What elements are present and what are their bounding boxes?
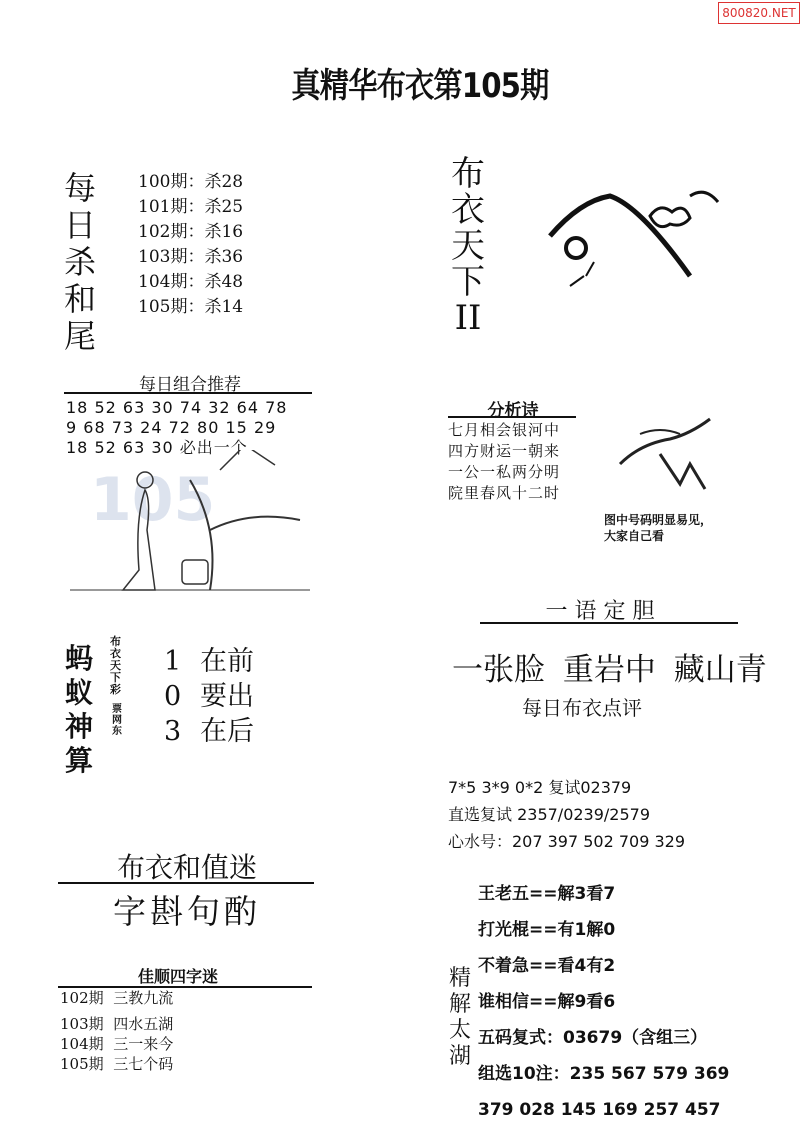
ant-heading-char: 蚂 — [64, 642, 93, 675]
four-char-period: 104期 — [60, 1035, 104, 1053]
combo-rows — [66, 398, 287, 458]
ant-row — [164, 679, 254, 714]
four-char-period: 103期 — [60, 1015, 104, 1033]
combo-row: 18 52 63 30 74 32 64 78 — [66, 398, 288, 417]
poem-lines — [448, 420, 560, 504]
taihu-lines — [478, 876, 729, 1128]
four-char-rows — [60, 988, 173, 1074]
yiyu-rule — [480, 622, 738, 624]
taihu-line: 组选10注：235 567 579 369 — [478, 1064, 730, 1084]
poem-line: 一公一私两分明 — [448, 463, 561, 481]
riddle-text: 字斟句酌 — [113, 892, 261, 931]
buyi-char: 下 — [451, 262, 485, 302]
combo-heading: 每日组合推荐 — [139, 375, 241, 395]
kill-heading — [62, 170, 98, 355]
poem-caption-line: 图中号码明显易见， — [604, 513, 713, 527]
ant-heading-char: 算 — [64, 744, 93, 777]
site-watermark: 800820.NET — [718, 2, 800, 24]
poem-rule — [448, 416, 576, 418]
combo-row: 9 68 73 24 72 80 15 29 — [66, 418, 277, 437]
page-title: 真精华布衣第105期 — [291, 66, 549, 106]
riddle-heading: 布衣和值迷 — [116, 851, 257, 884]
ant-side-text-2: 票网东 — [112, 704, 122, 737]
lady-tree-illustration — [70, 450, 310, 600]
four-char-text: 三一来今 — [113, 1035, 174, 1053]
four-char-text: 三七个码 — [113, 1055, 174, 1073]
yiyu-sub: 每日布衣点评 — [522, 696, 642, 720]
pick-line: 7*5 3*9 0*2 复试02379 — [448, 778, 632, 797]
kill-heading-char: 和 — [63, 280, 96, 318]
ant-heading-char: 蚁 — [64, 676, 93, 709]
poem-caption-line: 大家自己看 — [604, 529, 665, 543]
ant-row — [164, 714, 254, 749]
ant-label: 要出 — [200, 681, 254, 712]
ant-num: 1 — [164, 646, 182, 677]
ant-label: 在后 — [200, 716, 254, 747]
kill-list — [138, 170, 243, 320]
taihu-line: 不着急==看4有2 — [478, 956, 616, 976]
four-char-row — [60, 1014, 173, 1034]
ant-label: 在前 — [200, 646, 254, 677]
kill-heading-char: 日 — [63, 206, 96, 244]
buyi-tianxia-heading — [450, 156, 486, 336]
taihu-line: 谁相信==解9看6 — [478, 992, 616, 1012]
ant-num: 3 — [164, 716, 182, 747]
poem-line: 七月相会银河中 — [448, 421, 561, 439]
poem-caption — [604, 512, 712, 544]
picks — [448, 774, 685, 855]
kill-row: 101期：杀25 — [138, 197, 244, 217]
four-char-row — [60, 1034, 173, 1054]
buyi-char: 布 — [451, 154, 485, 194]
four-char-text: 三教九流 — [113, 989, 174, 1007]
yiyu-heading: 一 语 定 胆 — [545, 599, 655, 624]
mountain-sketch-image — [540, 176, 750, 306]
taihu-heading-char: 精 — [448, 966, 471, 991]
kill-heading-char: 杀 — [63, 243, 96, 281]
buyi-char: 天 — [451, 226, 485, 266]
taihu-heading-char: 太 — [448, 1018, 471, 1043]
kill-row: 102期：杀16 — [138, 222, 244, 242]
taihu-heading — [446, 966, 474, 1070]
ant-heading-char: 神 — [64, 710, 93, 743]
kill-row: 105期：杀14 — [138, 297, 244, 317]
poem-sketch-image — [610, 404, 740, 504]
buyi-char: 衣 — [451, 190, 485, 230]
kill-row: 100期：杀28 — [138, 172, 244, 192]
kill-heading-char: 每 — [63, 169, 96, 207]
four-char-period: 102期 — [60, 989, 104, 1007]
kill-heading-char: 尾 — [63, 317, 96, 355]
svg-text:105: 105 — [90, 465, 216, 535]
ant-side-text-1: 布衣天下彩 — [110, 635, 121, 696]
four-char-period: 105期 — [60, 1055, 104, 1073]
ant-heading — [62, 642, 96, 778]
ant-num: 0 — [164, 681, 182, 712]
poem-line: 院里春风十二时 — [448, 484, 561, 502]
pick-line: 直选复试 2357/0239/2579 — [448, 805, 651, 824]
yiyu-text: 一张脸 重岩中 藏山青 — [452, 652, 767, 688]
four-char-heading: 佳顺四字迷 — [137, 967, 218, 986]
taihu-heading-char: 湖 — [448, 1044, 471, 1069]
ant-row — [164, 644, 254, 679]
four-char-row — [60, 1054, 173, 1074]
ant-rows — [164, 644, 254, 749]
taihu-line: 打光棍==有1解0 — [478, 920, 616, 940]
poem-heading: 分析诗 — [487, 401, 539, 421]
combo-rule — [64, 392, 312, 394]
taihu-line: 五码复式：03679（含组三） — [478, 1028, 708, 1048]
combo-row: 18 52 63 30 必出一个 — [66, 438, 248, 457]
kill-row: 103期：杀36 — [138, 247, 244, 267]
riddle-rule — [58, 882, 314, 884]
taihu-heading-char: 解 — [448, 992, 471, 1017]
kill-row: 104期：杀48 — [138, 272, 244, 292]
buyi-char: II — [454, 298, 482, 338]
poem-line: 四方财运一朝来 — [448, 442, 561, 460]
taihu-line: 379 028 145 169 257 457 — [478, 1100, 721, 1120]
four-char-text: 四水五湖 — [113, 1015, 174, 1033]
pick-line: 心水号：207 397 502 709 329 — [448, 832, 686, 851]
four-char-row — [60, 988, 173, 1008]
taihu-line: 王老五==解3看7 — [478, 884, 616, 904]
